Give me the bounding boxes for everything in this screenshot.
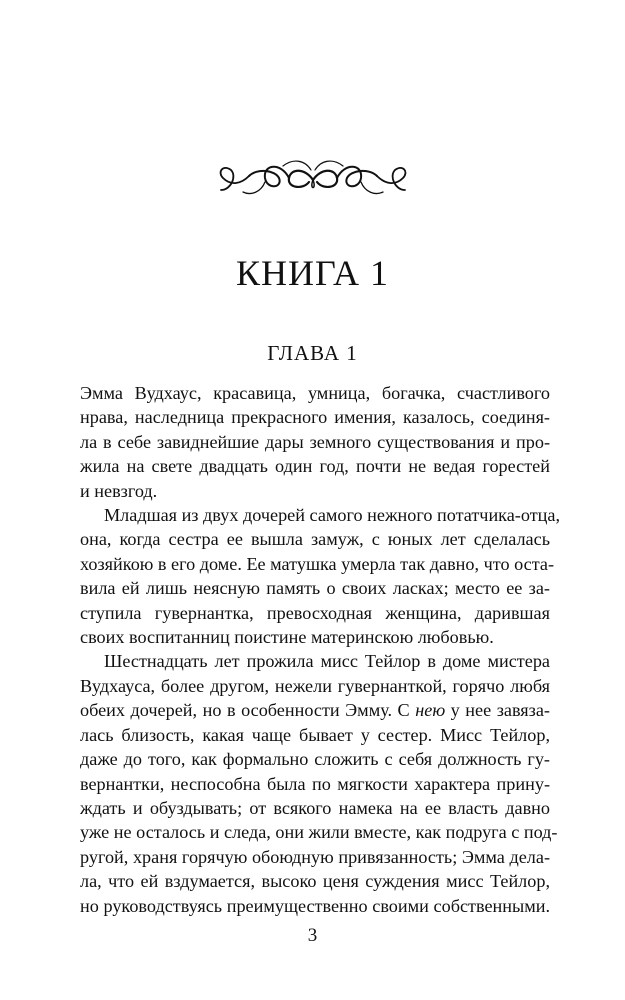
book-title: КНИГА 1	[236, 253, 389, 293]
text-line: но руководствуясь преимущественно своими собственными.	[80, 895, 550, 916]
text-line-mixed	[80, 698, 550, 722]
flourish-ornament-icon	[213, 150, 413, 210]
text-segment: у нее завяза-	[445, 700, 550, 721]
text-line: уже не осталось и следа, они жили вместе, как подруга с под-	[80, 822, 558, 843]
text-line: ругой, храня горячую обоюдную привязанность; Эмма дела-	[80, 846, 550, 867]
text-line: Младшая из двух дочерей самого нежного потатчика-отца,	[104, 505, 561, 526]
text-line: она, когда сестра ее вышла замуж, с юных лет сделалась	[80, 529, 550, 550]
text-line: Эмма Вудхаус, красавица, умница, богачка, счастливого	[80, 383, 550, 403]
text-line: ла, что ей вздумается, высоко ценя суждения мисс Тейлор,	[80, 871, 550, 892]
paragraph-1	[80, 381, 550, 503]
text-line: лась близость, какая чаще бывает у сестер. Мисс Тейлор,	[80, 724, 550, 745]
text-line: Вудхауса, более другом, нежели гувернанткой, горячо любя	[80, 675, 550, 696]
text-line: ступила гувернантка, превосходная женщина, дарившая	[80, 602, 550, 623]
italic-word: нею	[415, 700, 446, 721]
ornament	[0, 150, 625, 210]
text-line: даже до того, как формально сложить с себя должность гу-	[80, 749, 550, 770]
text-line: вернантки, неспособна была по мягкости характера прину-	[80, 773, 550, 794]
text-line: Шестнадцать лет прожила мисс Тейлор в доме мистера	[104, 651, 550, 672]
text-line: своих воспитанниц поистине материнскою любовью.	[80, 627, 494, 648]
text-line: жила на свете двадцать один год, почти не ведая горестей	[80, 456, 550, 477]
text-line: нрава, наследница прекрасного имения, казалось, соединя-	[80, 407, 550, 428]
paragraph-2	[80, 503, 561, 649]
page-number: 3	[307, 925, 318, 946]
paragraph-3	[80, 649, 558, 917]
text-segment: обеих дочерей, но в особенности Эмму. С	[80, 700, 416, 721]
text-line: хозяйкою в его доме. Ее матушка умерла так давно, что оста-	[80, 553, 555, 574]
body-text	[80, 381, 561, 918]
chapter-title: ГЛАВА 1	[267, 341, 358, 365]
text-line: ждать и обуздывать; от всякого намека на ее власть давно	[80, 797, 550, 818]
text-line: ла в себе завиднейшие дары земного существования и про-	[80, 431, 550, 452]
text-line: и невзгод.	[80, 480, 158, 501]
text-line: вила ей лишь неясную память о своих ласках; место ее за-	[80, 578, 550, 599]
